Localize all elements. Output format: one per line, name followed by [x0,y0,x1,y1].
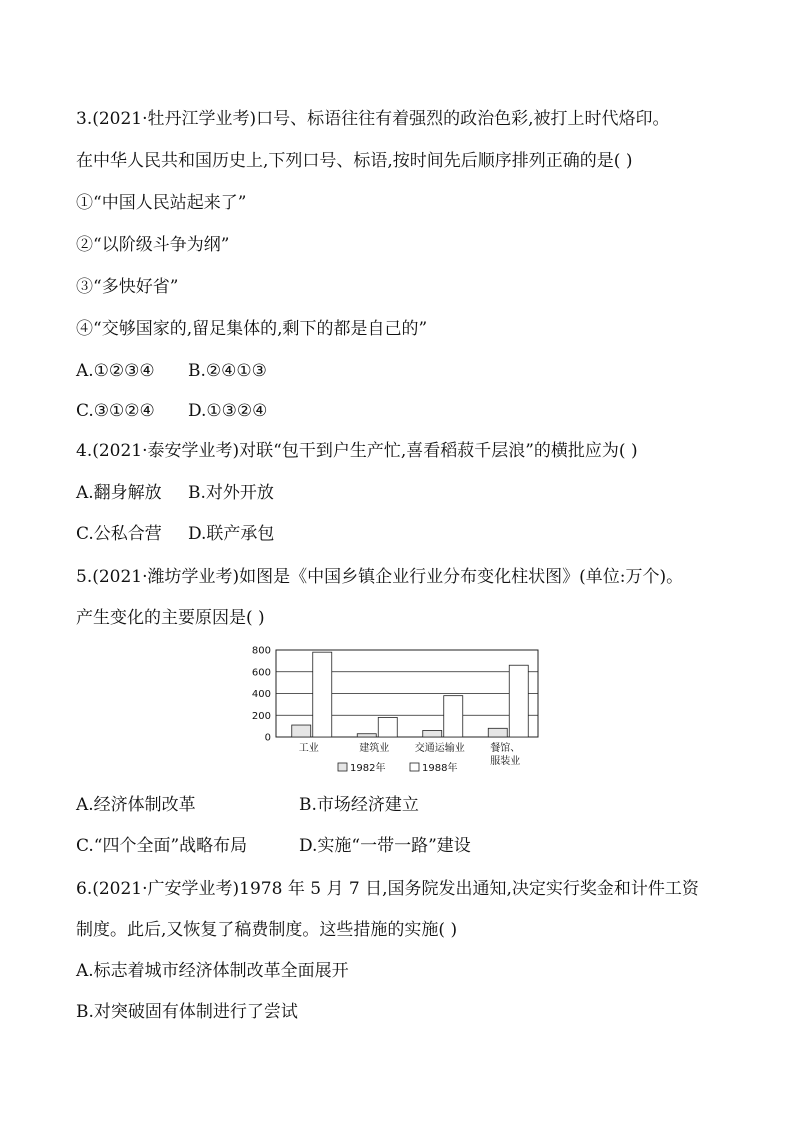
y-tick-label: 800 [251,645,271,657]
x-category-label: 建筑业 [359,743,390,754]
y-tick-label: 600 [251,667,271,679]
q3-stem-line2: 在中华人民共和国历史上,下列口号、标语,按时间先后顺序排列正确的是( ) [76,151,633,171]
q3-item-1: ①“中国人民站起来了” [76,193,247,213]
q5-stem-line1: 5.(2021·潍坊学业考)如图是《中国乡镇企业行业分布变化柱状图》(单位:万个)。 [76,567,684,587]
q5-option-a[interactable]: A.经济体制改革 [76,795,196,815]
bar-1988 [378,717,397,737]
bar-1988 [509,665,528,737]
q6-option-a[interactable]: A.标志着城市经济体制改革全面展开 [76,961,349,981]
bar-chart [240,644,550,776]
bar-1982 [357,734,376,737]
bar-1982 [292,725,311,737]
legend-swatch [410,763,419,771]
q4-option-a[interactable]: A.翻身解放 [76,483,162,503]
q6-stem-line1: 6.(2021·广安学业考)1978 年 5 月 7 日,国务院发出通知,决定实行奖金和计件工资 [76,879,699,899]
q5-stem-line2: 产生变化的主要原因是( ) [76,608,265,628]
q4-option-d[interactable]: D.联产承包 [188,524,275,544]
q3-item-4: ④“交够国家的,留足集体的,剩下的都是自己的” [76,319,428,339]
x-category-label: 工业 [298,743,319,754]
legend-swatch [338,763,347,771]
legend-label: 1988年 [422,763,458,774]
bar-1982 [488,728,507,737]
y-tick-label: 0 [264,732,271,744]
q3-option-a[interactable]: A.①②③④ [76,361,155,381]
x-category-label: 服装业 [490,756,521,767]
q3-option-d[interactable]: D.①③②④ [188,401,268,421]
legend-label: 1982年 [350,763,386,774]
y-tick-label: 400 [251,689,271,700]
q4-option-b[interactable]: B.对外开放 [188,483,274,503]
q3-stem-line1: 3.(2021·牡丹江学业考)口号、标语往往有着强烈的政治色彩,被打上时代烙印。 [76,109,670,129]
bar-1988 [444,696,463,737]
q5-option-c[interactable]: C.“四个全面”战略布局 [76,836,248,856]
q4-stem: 4.(2021·泰安学业考)对联“包干到户生产忙,喜看稻菽千层浪”的横批应为( ) [76,441,638,461]
bar-1988 [313,652,332,737]
q3-item-2: ②“以阶级斗争为纲” [76,235,230,255]
y-tick-label: 200 [251,710,271,722]
q5-option-d[interactable]: D.实施“一带一路”建设 [299,836,471,856]
q3-item-3: ③“多快好省” [76,277,179,297]
q6-stem-line2: 制度。此后,又恢复了稿费制度。这些措施的实施( ) [76,920,458,940]
bar-1982 [423,730,442,737]
q5-option-b[interactable]: B.市场经济建立 [299,795,419,815]
x-category-label: 餐馆、 [490,743,521,754]
q3-option-b[interactable]: B.②④①③ [188,361,267,381]
q3-option-c[interactable]: C.③①②④ [76,401,155,421]
q4-option-c[interactable]: C.公私合营 [76,524,162,544]
x-category-label: 交通运输业 [414,743,465,754]
q6-option-b[interactable]: B.对突破固有体制进行了尝试 [76,1002,298,1022]
